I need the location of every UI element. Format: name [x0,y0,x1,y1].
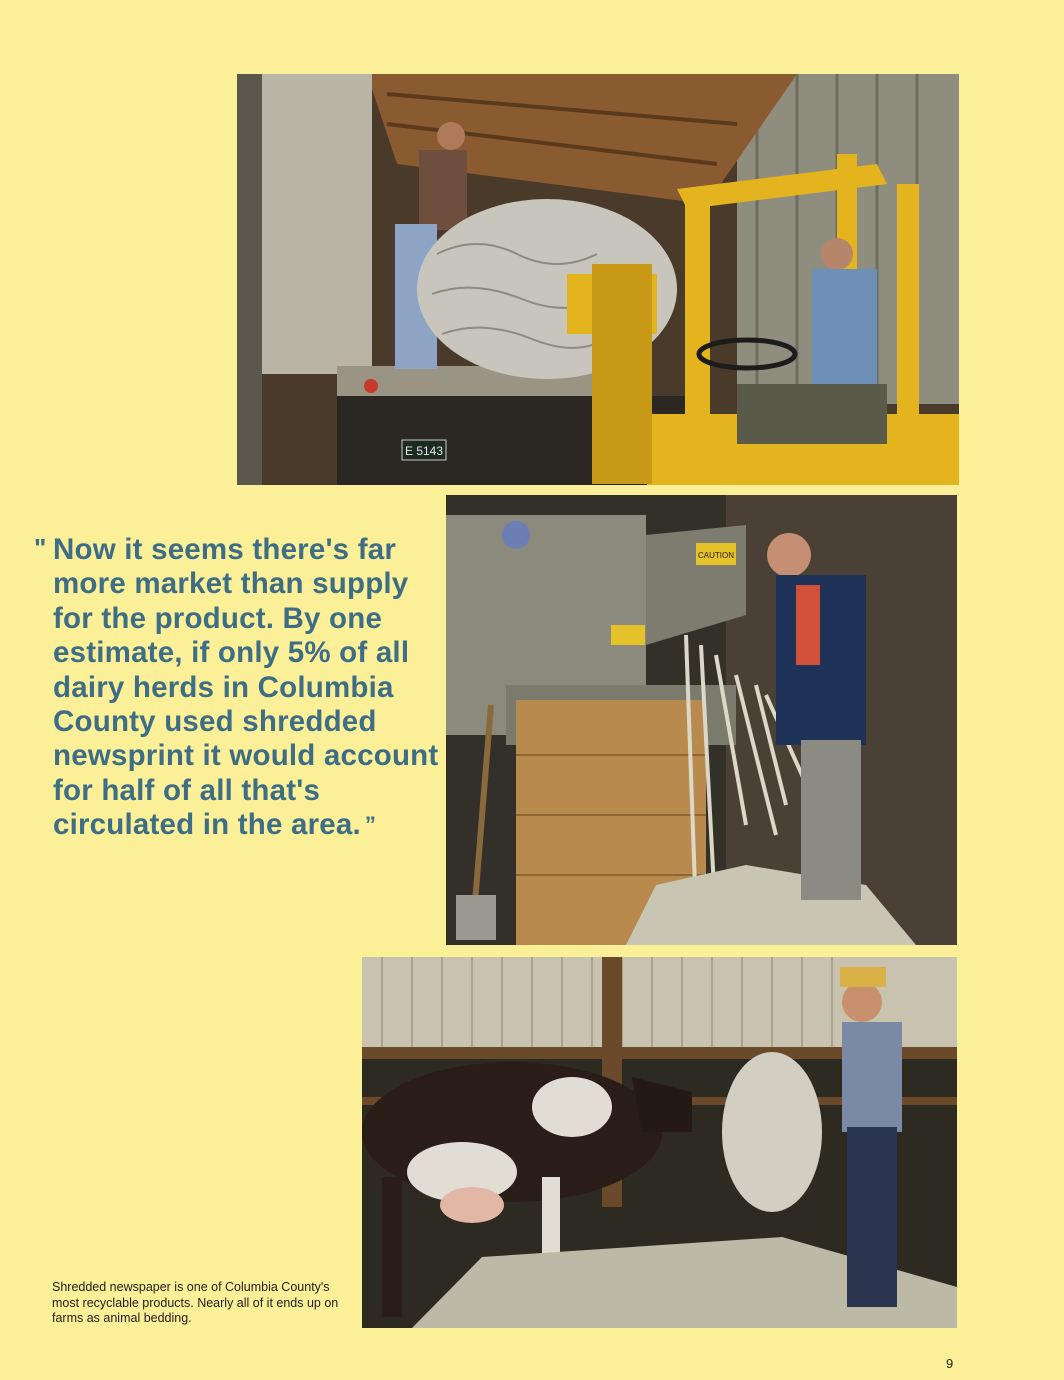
quote-text: Now it seems there's far more market than supply for the product. By one estimate, if only 5% of all dairy herds in Columbia County used shredded newsprint it would account for half of all that's circulated in the area. [53,533,439,842]
page-number: 9 [946,1356,954,1371]
photo-caption: Shredded newspaper is one of Columbia County's most recyclable products. Nearly all of it ends up on farms as animal bedding. [52,1280,339,1325]
caution-sign-text: CAUTION [698,551,734,560]
pull-quote [34,533,439,843]
license-plate-text: E 5143 [405,444,444,458]
shredder-photo [446,495,957,945]
quote-close-mark: ” [364,812,377,838]
forklift-bale-photo [237,74,959,485]
quote-open-mark: " [34,533,47,563]
barn-bedding-photo [362,957,957,1328]
